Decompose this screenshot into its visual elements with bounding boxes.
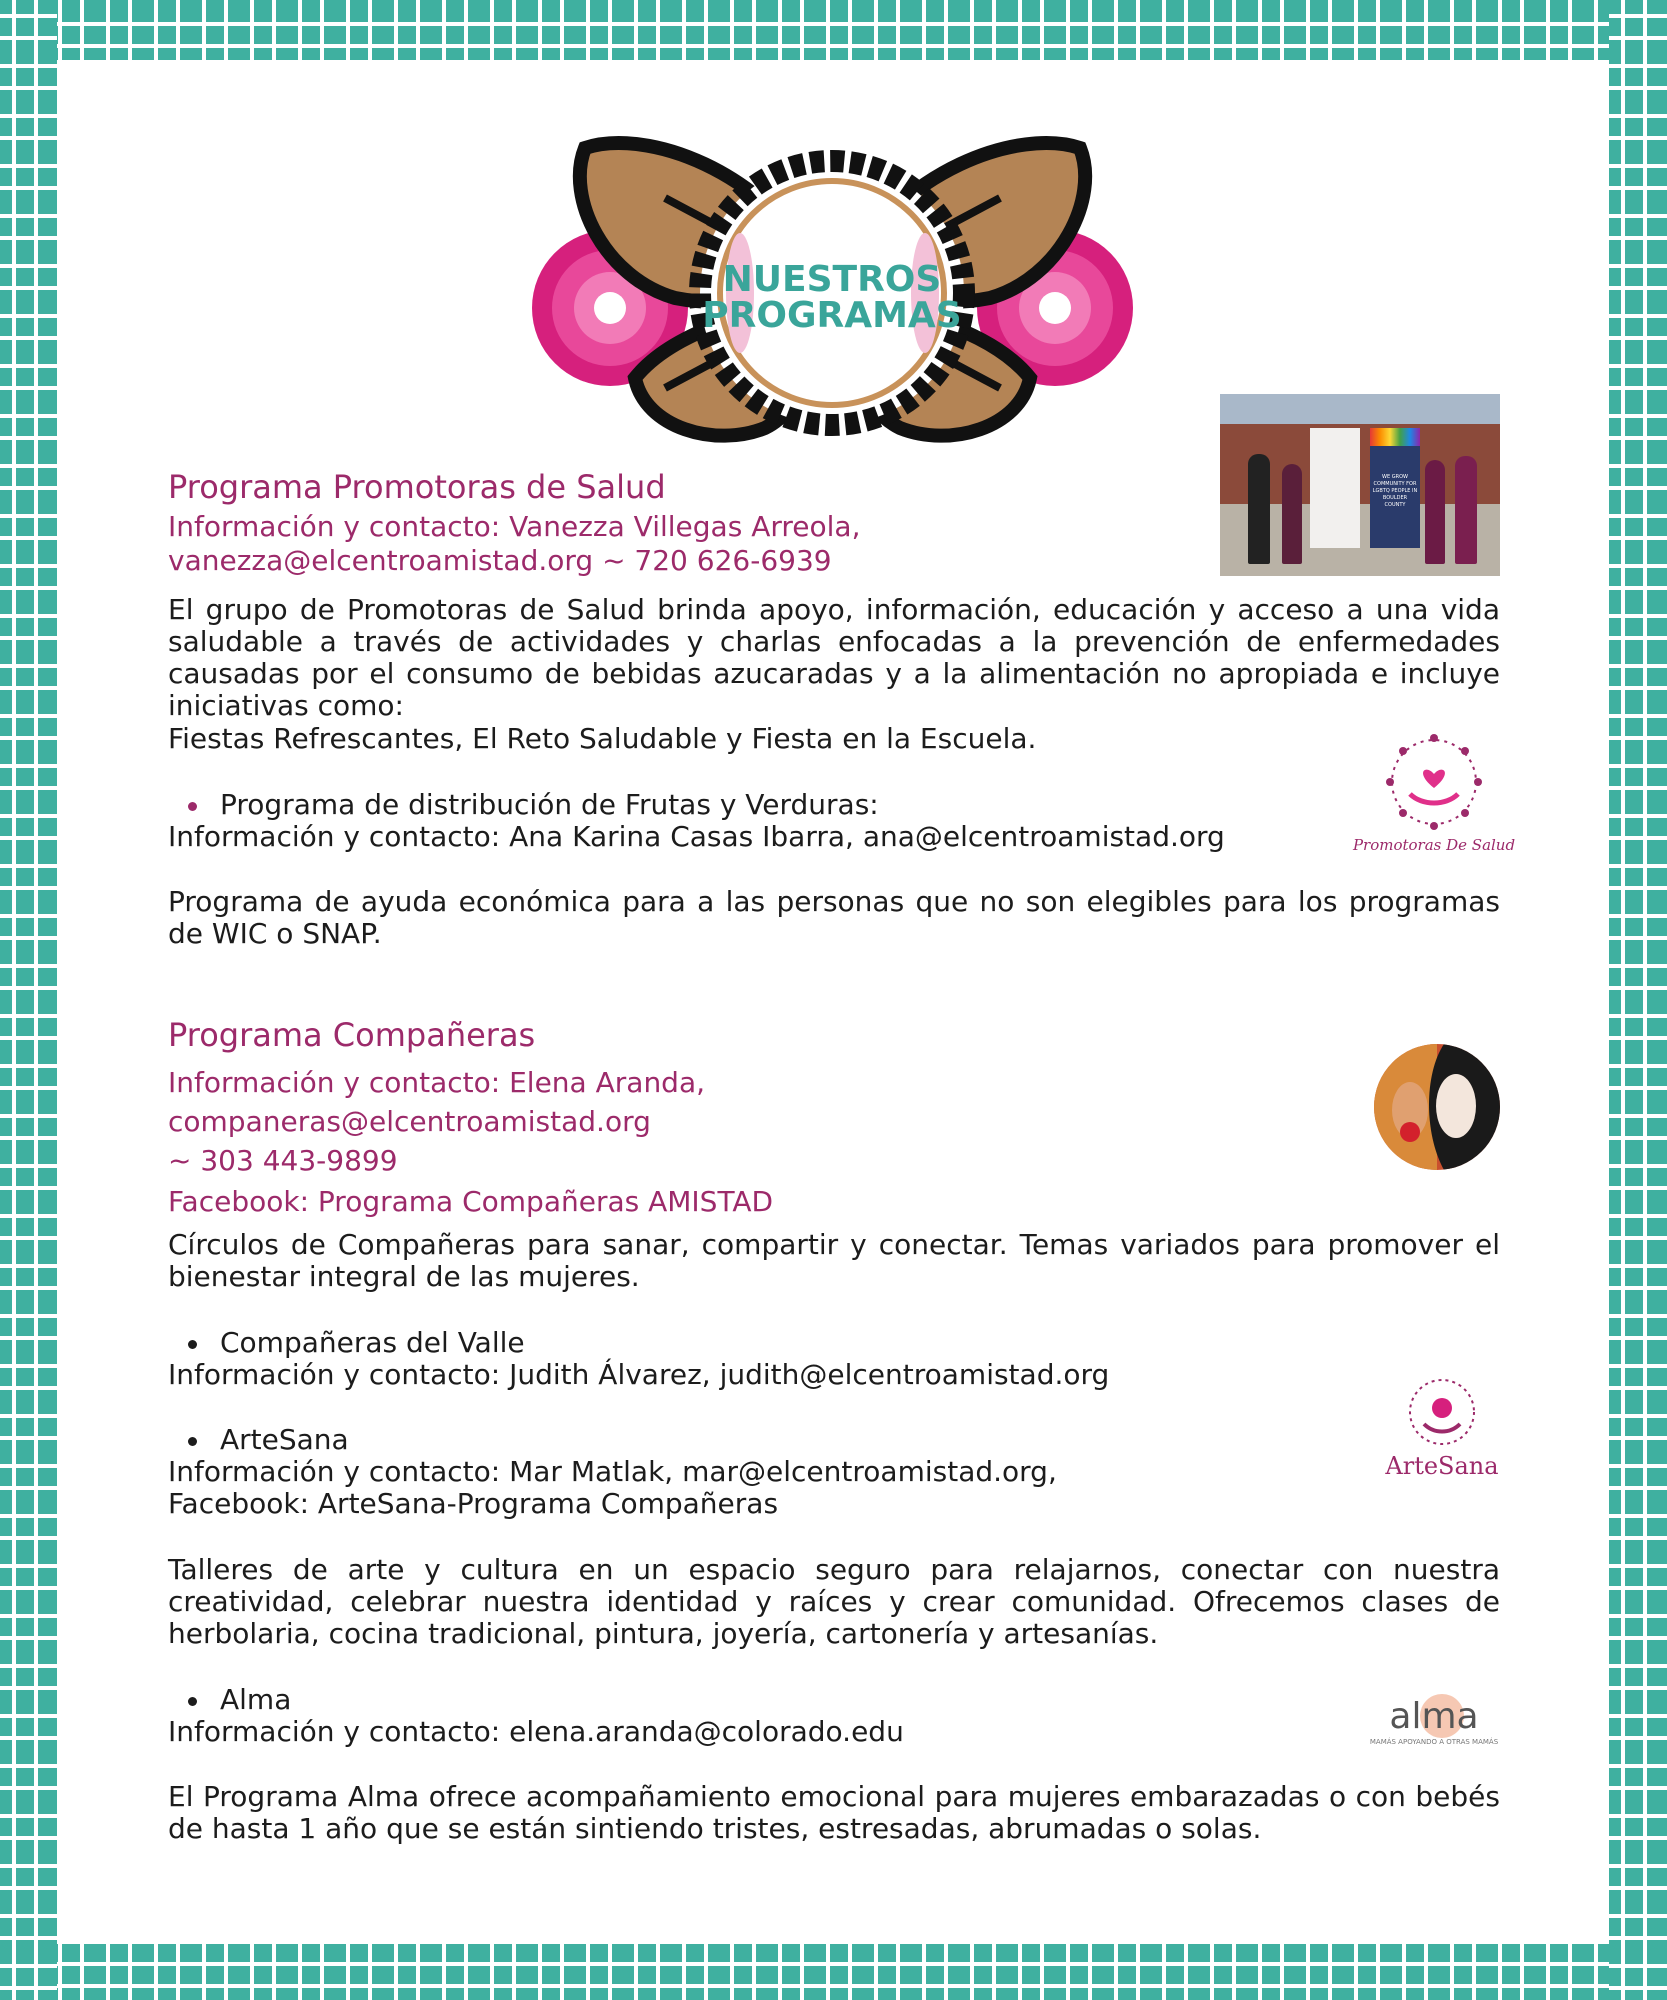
companeras-description: Círculos de Compañeras para sanar, compartir y conectar. Temas variados para promover el bienestar integral de las mujeres. [168,1228,1500,1293]
artesana-logo [1384,1374,1500,1482]
alma-logo-text: alma [1389,1696,1479,1737]
border-bottom [0,1944,1667,2000]
nuestros-programas-logo [525,128,1140,458]
artesana-logo-text: ArteSana [1385,1452,1499,1480]
promotoras-initiatives: Fiestas Refrescantes, El Reto Saludable y Fiesta en la Escuela. [168,722,1037,755]
badge-label: Promotoras De Salud [1352,836,1516,854]
bullet-icon [188,1437,197,1446]
bullet-icon [188,1697,197,1706]
alma-logo [1364,1690,1504,1748]
logo-line2: PROGRAMAS [702,295,962,336]
heart-icon [1423,770,1445,788]
fruit-program-contact: Información y contacto: Ana Karina Casas Ibarra, ana@elcentroamistad.org [168,820,1225,853]
companeras-art-image [1374,1044,1500,1170]
border-right [1609,0,1667,2000]
promotoras-title: Programa Promotoras de Salud [168,468,666,506]
artesana-description: Talleres de arte y cultura en un espacio seguro para relajarnos, conectar con nuestra creatividad, celebrar nuestra identidad y raíces y crear comunidad. Ofrecemos clases de herbolaria, cocina tradicional, pintura, joyería, cartonería y artesanías. [168,1553,1500,1650]
alma-logo-tagline: MAMÁS APOYANDO A OTRAS MAMÁS [1369,1738,1499,1746]
promotoras-de-salud-badge [1352,730,1516,860]
alma-contact: Información y contacto: elena.aranda@colorado.edu [168,1715,904,1748]
companeras-facebook: Facebook: Programa Compañeras AMISTAD [168,1185,774,1218]
fruit-program-description: Programa de ayuda económica para a las personas que no son elegibles para los programas de WIC o SNAP. [168,885,1500,950]
flower-icon [1432,1398,1452,1418]
photo-banner-text: WE GROW COMMUNITY FOR LGBTQ PEOPLE IN BOULDER COUNTY [1372,474,1418,508]
promotoras-contact-line2: vanezza@elcentroamistad.org ~ 720 626-6939 [168,544,832,577]
artesana-contact-line2: Facebook: ArteSana-Programa Compañeras [168,1487,779,1520]
bullet-icon [188,802,197,811]
hands-icon [1410,794,1458,803]
artesana-contact-line1: Información y contacto: Mar Matlak, mar@elcentroamistad.org, [168,1455,1057,1488]
companeras-title: Programa Compañeras [168,1016,536,1054]
promotoras-photo [1220,394,1500,576]
hands-icon [1424,1424,1460,1432]
companeras-contact-line3: ~ 303 443-9899 [168,1144,398,1177]
alma-bullet: Alma [220,1683,292,1716]
logo-line1: NUESTROS [722,259,942,300]
alma-description: El Programa Alma ofrece acompañamiento emocional para mujeres embarazadas o con bebés de hasta 1 año que se están sintiendo tristes, estresadas, abrumadas o solas. [168,1780,1500,1845]
promotoras-description: El grupo de Promotoras de Salud brinda apoyo, información, educación y acceso a una vida saludable a través de actividades y charlas enfocadas a la prevención de enfermedades causadas por el consumo de bebidas azucaradas y a la alimentación no apropiada e incluye iniciativas como: [168,593,1500,722]
artesana-bullet: ArteSana [220,1423,349,1456]
companeras-contact-line1: Información y contacto: Elena Aranda, [168,1066,706,1099]
valle-bullet: Compañeras del Valle [220,1326,525,1359]
rose-icon [1400,1122,1420,1142]
fruit-program-bullet: Programa de distribución de Frutas y Verduras: [220,788,879,821]
border-left [0,0,57,2000]
border-top [0,0,1667,60]
companeras-contact-line2: companeras@elcentroamistad.org [168,1105,651,1138]
bullet-icon [188,1340,197,1349]
valle-contact: Información y contacto: Judith Álvarez, judith@elcentroamistad.org [168,1358,1110,1391]
promotoras-contact-line1: Información y contacto: Vanezza Villegas Arreola, [168,510,861,543]
